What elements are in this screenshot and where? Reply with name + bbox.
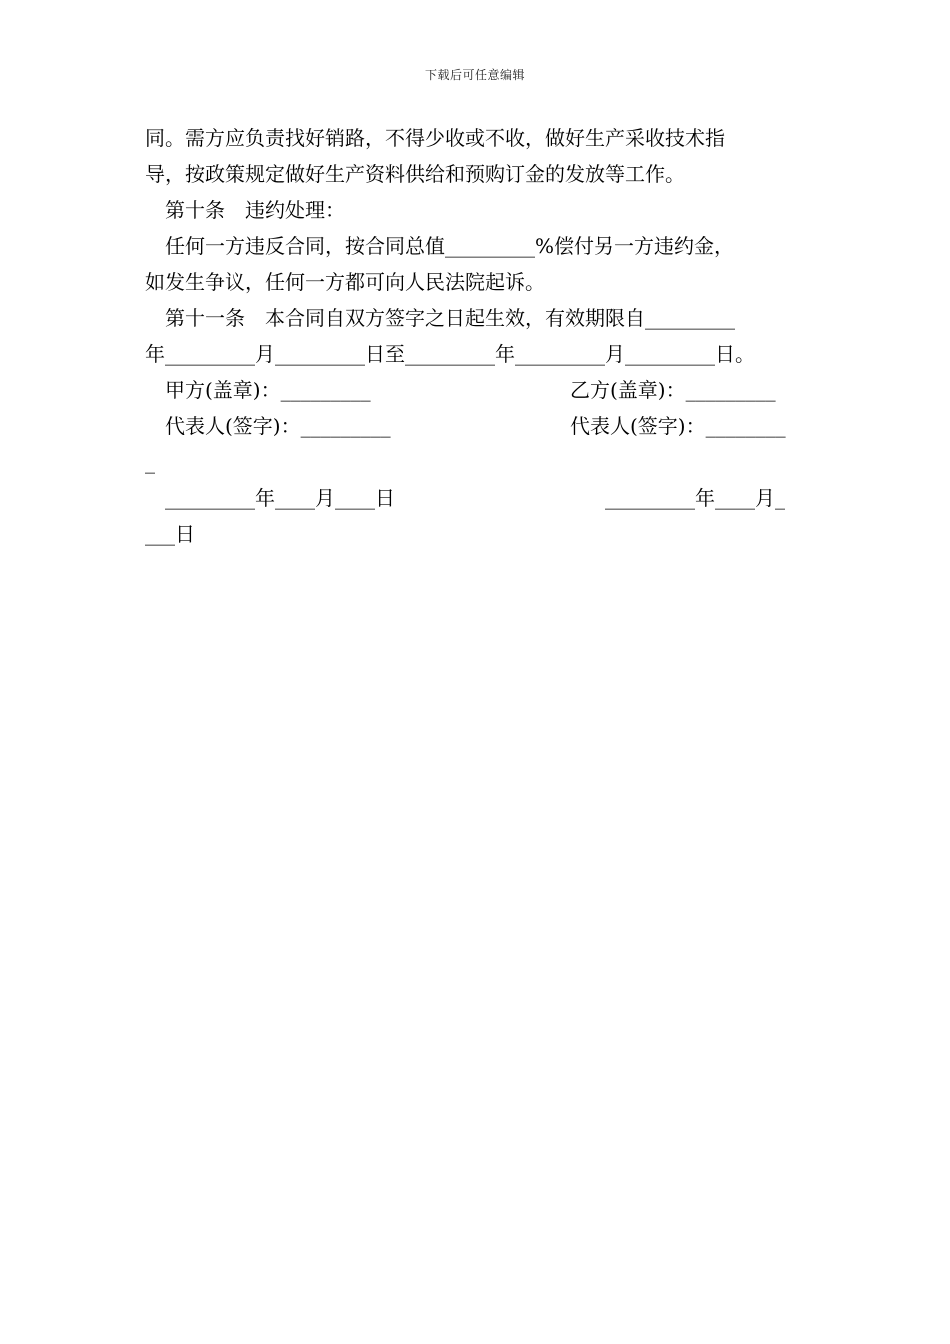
party-a-seal: 甲方(盖章)：_________ — [165, 378, 371, 402]
article-11-line: 年_________月_________日至_________年_________月_________日。 — [145, 342, 755, 366]
representative-overflow: _ — [145, 450, 155, 474]
party-b-date: _________年____月_ — [605, 486, 785, 510]
date-row — [145, 480, 815, 516]
paragraph-line: 如发生争议，任何一方都可向人民法院起诉。 — [145, 270, 545, 294]
party-b-seal: 乙方(盖章)：_________ — [570, 378, 776, 402]
article-11-line: 第十一条 本合同自双方签字之日起生效，有效期限自_________ — [165, 306, 735, 330]
date-overflow: ___日 — [145, 522, 195, 546]
party-a-representative: 代表人(签字)：_________ — [165, 414, 391, 438]
contract-body — [145, 120, 815, 552]
article-10-title: 第十条 违约处理： — [165, 198, 345, 222]
party-b-representative: 代表人(签字)：________ — [570, 414, 786, 438]
paragraph-line: 任何一方违反合同，按合同总值_________%偿付另一方违约金， — [165, 234, 735, 258]
party-a-date: _________年____月____日 — [165, 486, 395, 510]
paragraph-line: 导，按政策规定做好生产资料供给和预购订金的发放等工作。 — [145, 162, 685, 186]
page-header: 下载后可任意编辑 — [424, 68, 525, 82]
seal-row — [145, 372, 815, 408]
paragraph-line: 同。需方应负责找好销路，不得少收或不收，做好生产采收技术指 — [145, 126, 725, 150]
representative-row — [145, 408, 815, 444]
